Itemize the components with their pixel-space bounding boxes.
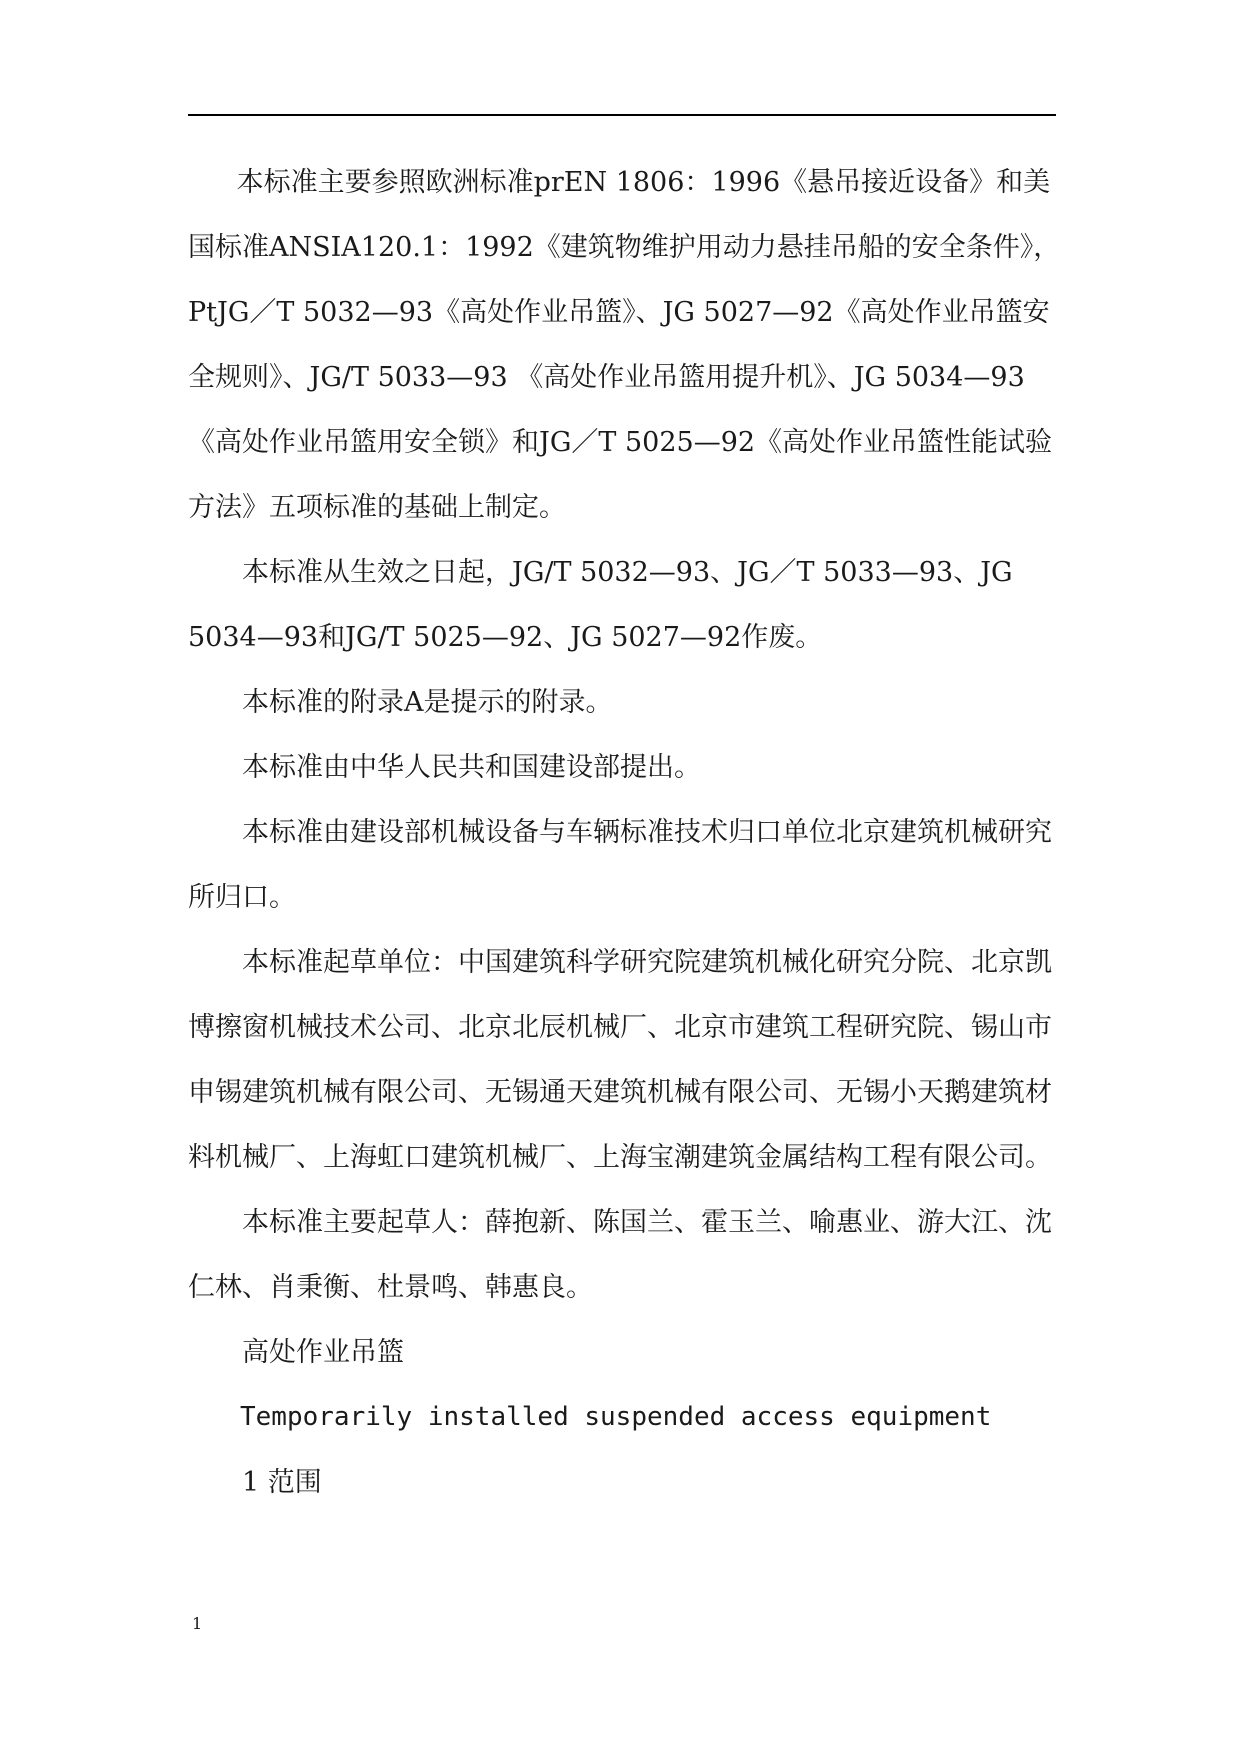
paragraph-proposer: 本标准由中华人民共和国建设部提出。	[242, 752, 701, 783]
section-heading-scope: 1 范围	[242, 1467, 322, 1498]
document-body	[188, 150, 1064, 1515]
paragraph-drafters: 本标准主要起草人：薛抱新、陈国兰、霍玉兰、喻惠业、游大江、沈仁林、肖秉衡、杜景鸣、韩惠良。	[188, 1207, 1052, 1303]
paragraph-appendix-note: 本标准的附录A是提示的附录。	[242, 687, 613, 718]
paragraph-reference-standards: 本标准主要参照欧洲标准prEN 1806：1996《悬吊接近设备》和美国标准ANSIA120.1：1992《建筑物维护用动力悬挂吊船的安全条件》，PtJG／T 5032—93《高处作业吊篮》、JG 5027—92《高处作业吊篮安全规则》、JG/T 5033—93 《高处作业吊篮用提升机》、JG 5034—93 《高处作业吊篮用安全锁》和JG／T 5025—92《高处作业吊篮性能试验方法》五项标准的基础上制定。	[188, 167, 1061, 523]
paragraph-superseded-standards: 本标准从生效之日起，JG/T 5032—93、JG／T 5033—93、JG 5034—93和JG/T 5025—92、JG 5027—92作废。	[188, 557, 1013, 653]
header-divider	[188, 114, 1056, 116]
paragraph-drafting-units: 本标准起草单位：中国建筑科学研究院建筑机械化研究分院、北京凯博擦窗机械技术公司、北京北辰机械厂、北京市建筑工程研究院、锡山市申锡建筑机械有限公司、无锡通天建筑机械有限公司、无锡小天鹅建筑材料机械厂、上海虹口建筑机械厂、上海宝潮建筑金属结构工程有限公司。	[188, 947, 1052, 1173]
standard-title-chinese: 高处作业吊篮	[242, 1337, 404, 1368]
standard-title-english: Temporarily installed suspended access equipment	[240, 1402, 992, 1432]
paragraph-administrator: 本标准由建设部机械设备与车辆标准技术归口单位北京建筑机械研究所归口。	[188, 817, 1052, 913]
page-number: 1	[192, 1614, 203, 1633]
